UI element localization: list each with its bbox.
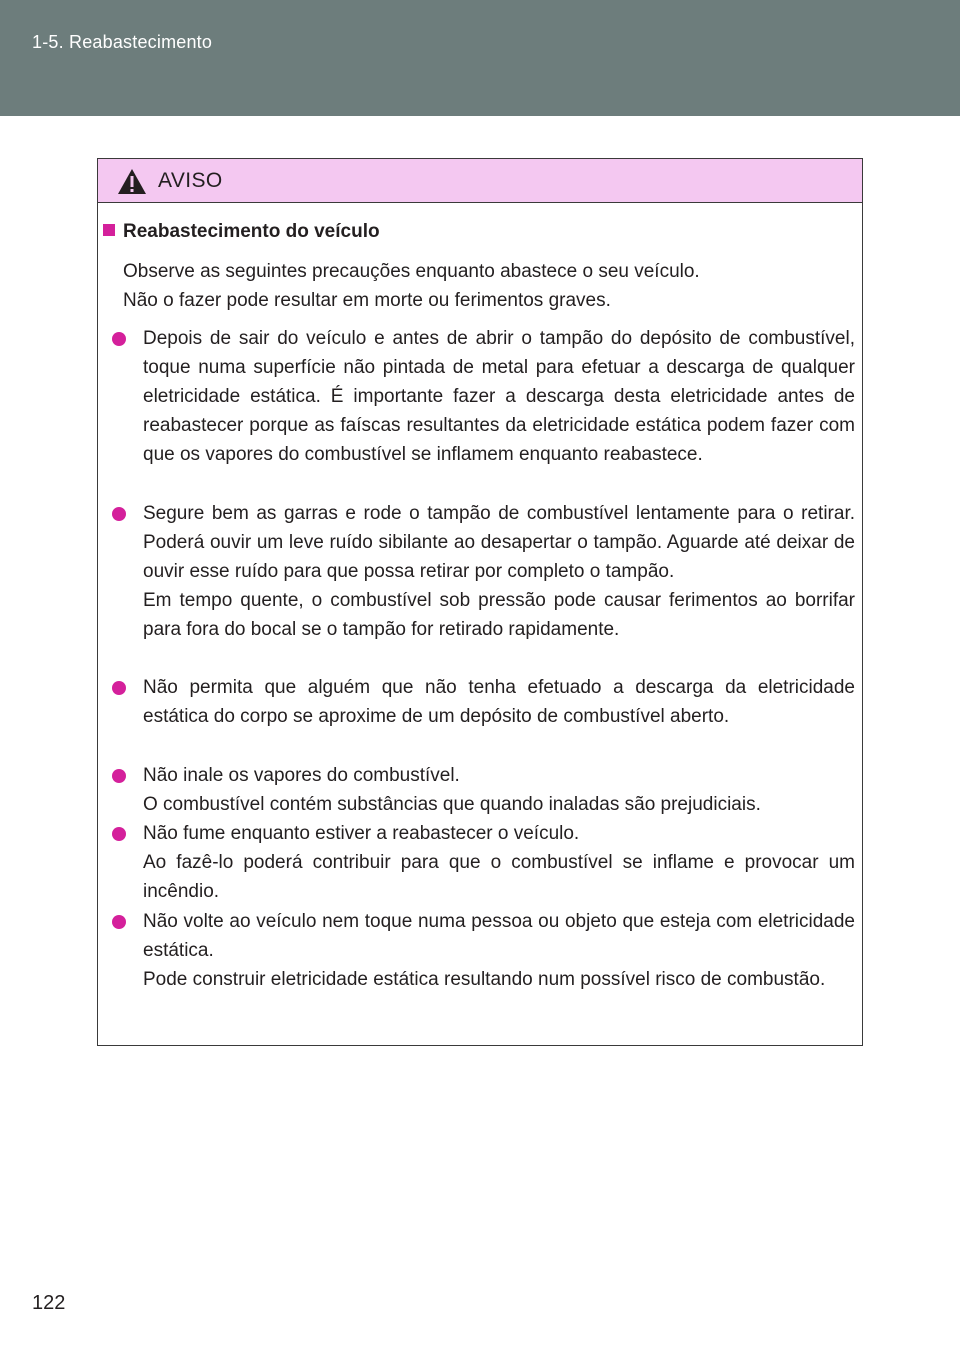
- warning-bullet: [143, 907, 855, 994]
- warning-header: [98, 159, 862, 203]
- warning-bullet: [143, 673, 855, 731]
- warning-intro: [123, 257, 853, 315]
- page-number: 122: [32, 1292, 66, 1314]
- bullet-dot-icon: [112, 769, 126, 783]
- warning-bullet: [143, 819, 855, 906]
- bullet-dot-icon: [112, 332, 126, 346]
- bullet-dot-icon: [112, 507, 126, 521]
- warning-box: [97, 158, 863, 1046]
- bullet-paragraph: O combustível contém substâncias que quando inaladas são prejudiciais.: [143, 794, 761, 815]
- intro-line: Não o fazer pode resultar em morte ou ferimentos graves.: [123, 290, 611, 311]
- warning-bullet: [143, 324, 855, 469]
- section-title: 1-5. Reabastecimento: [32, 32, 213, 52]
- bullet-paragraph: Pode construir eletricidade estática resultando num possível risco de combustão.: [143, 969, 826, 990]
- intro-line: Observe as seguintes precauções enquanto abastece o seu veículo.: [123, 261, 700, 282]
- warning-bullet: [143, 761, 855, 819]
- bullet-paragraph: Em tempo quente, o combustível sob pressão pode causar ferimentos ao borrifar para fora do bocal se o tampão for retirado rapidamente.: [143, 590, 855, 640]
- bullet-paragraph: Ao fazê-lo poderá contribuir para que o combustível se inflame e provocar um incêndio.: [143, 852, 855, 902]
- bullet-paragraph: Não permita que alguém que não tenha efetuado a descarga da eletricidade estática do corpo se aproxime de um depósito de combustível aberto.: [143, 677, 855, 727]
- warning-triangle-icon: [117, 168, 147, 195]
- warning-title: AVISO: [158, 169, 223, 192]
- bullet-dot-icon: [112, 915, 126, 929]
- warning-bullet: [143, 499, 855, 644]
- bullet-dot-icon: [112, 681, 126, 695]
- square-bullet-icon: [103, 224, 115, 236]
- page-header: [0, 0, 960, 116]
- bullet-paragraph: Segure bem as garras e rode o tampão de combustível lentamente para o retirar. Poderá ouvir um leve ruído sibilante ao desapertar o tampão. Aguarde até deixar de ouvir esse ruído para que possa retirar por completo o tampão.: [143, 503, 855, 582]
- bullet-paragraph: Depois de sair do veículo e antes de abrir o tampão do depósito de combustível, toque numa superfície não pintada de metal para efetuar a descarga de qualquer eletricidade estática. É importante fazer a descarga desta eletricidade antes de reabastecer porque as faíscas resultantes da eletricidade estática podem fazer com que os vapores do combustível se inflamem enquanto reabastece.: [143, 328, 855, 465]
- subheading-text: Reabastecimento do veículo: [123, 221, 380, 242]
- warning-subheading: [103, 221, 380, 243]
- bullet-paragraph: Não inale os vapores do combustível.: [143, 765, 460, 786]
- bullet-paragraph: Não volte ao veículo nem toque numa pessoa ou objeto que esteja com eletricidade estática.: [143, 911, 855, 961]
- bullet-paragraph: Não fume enquanto estiver a reabastecer o veículo.: [143, 823, 580, 844]
- bullet-dot-icon: [112, 827, 126, 841]
